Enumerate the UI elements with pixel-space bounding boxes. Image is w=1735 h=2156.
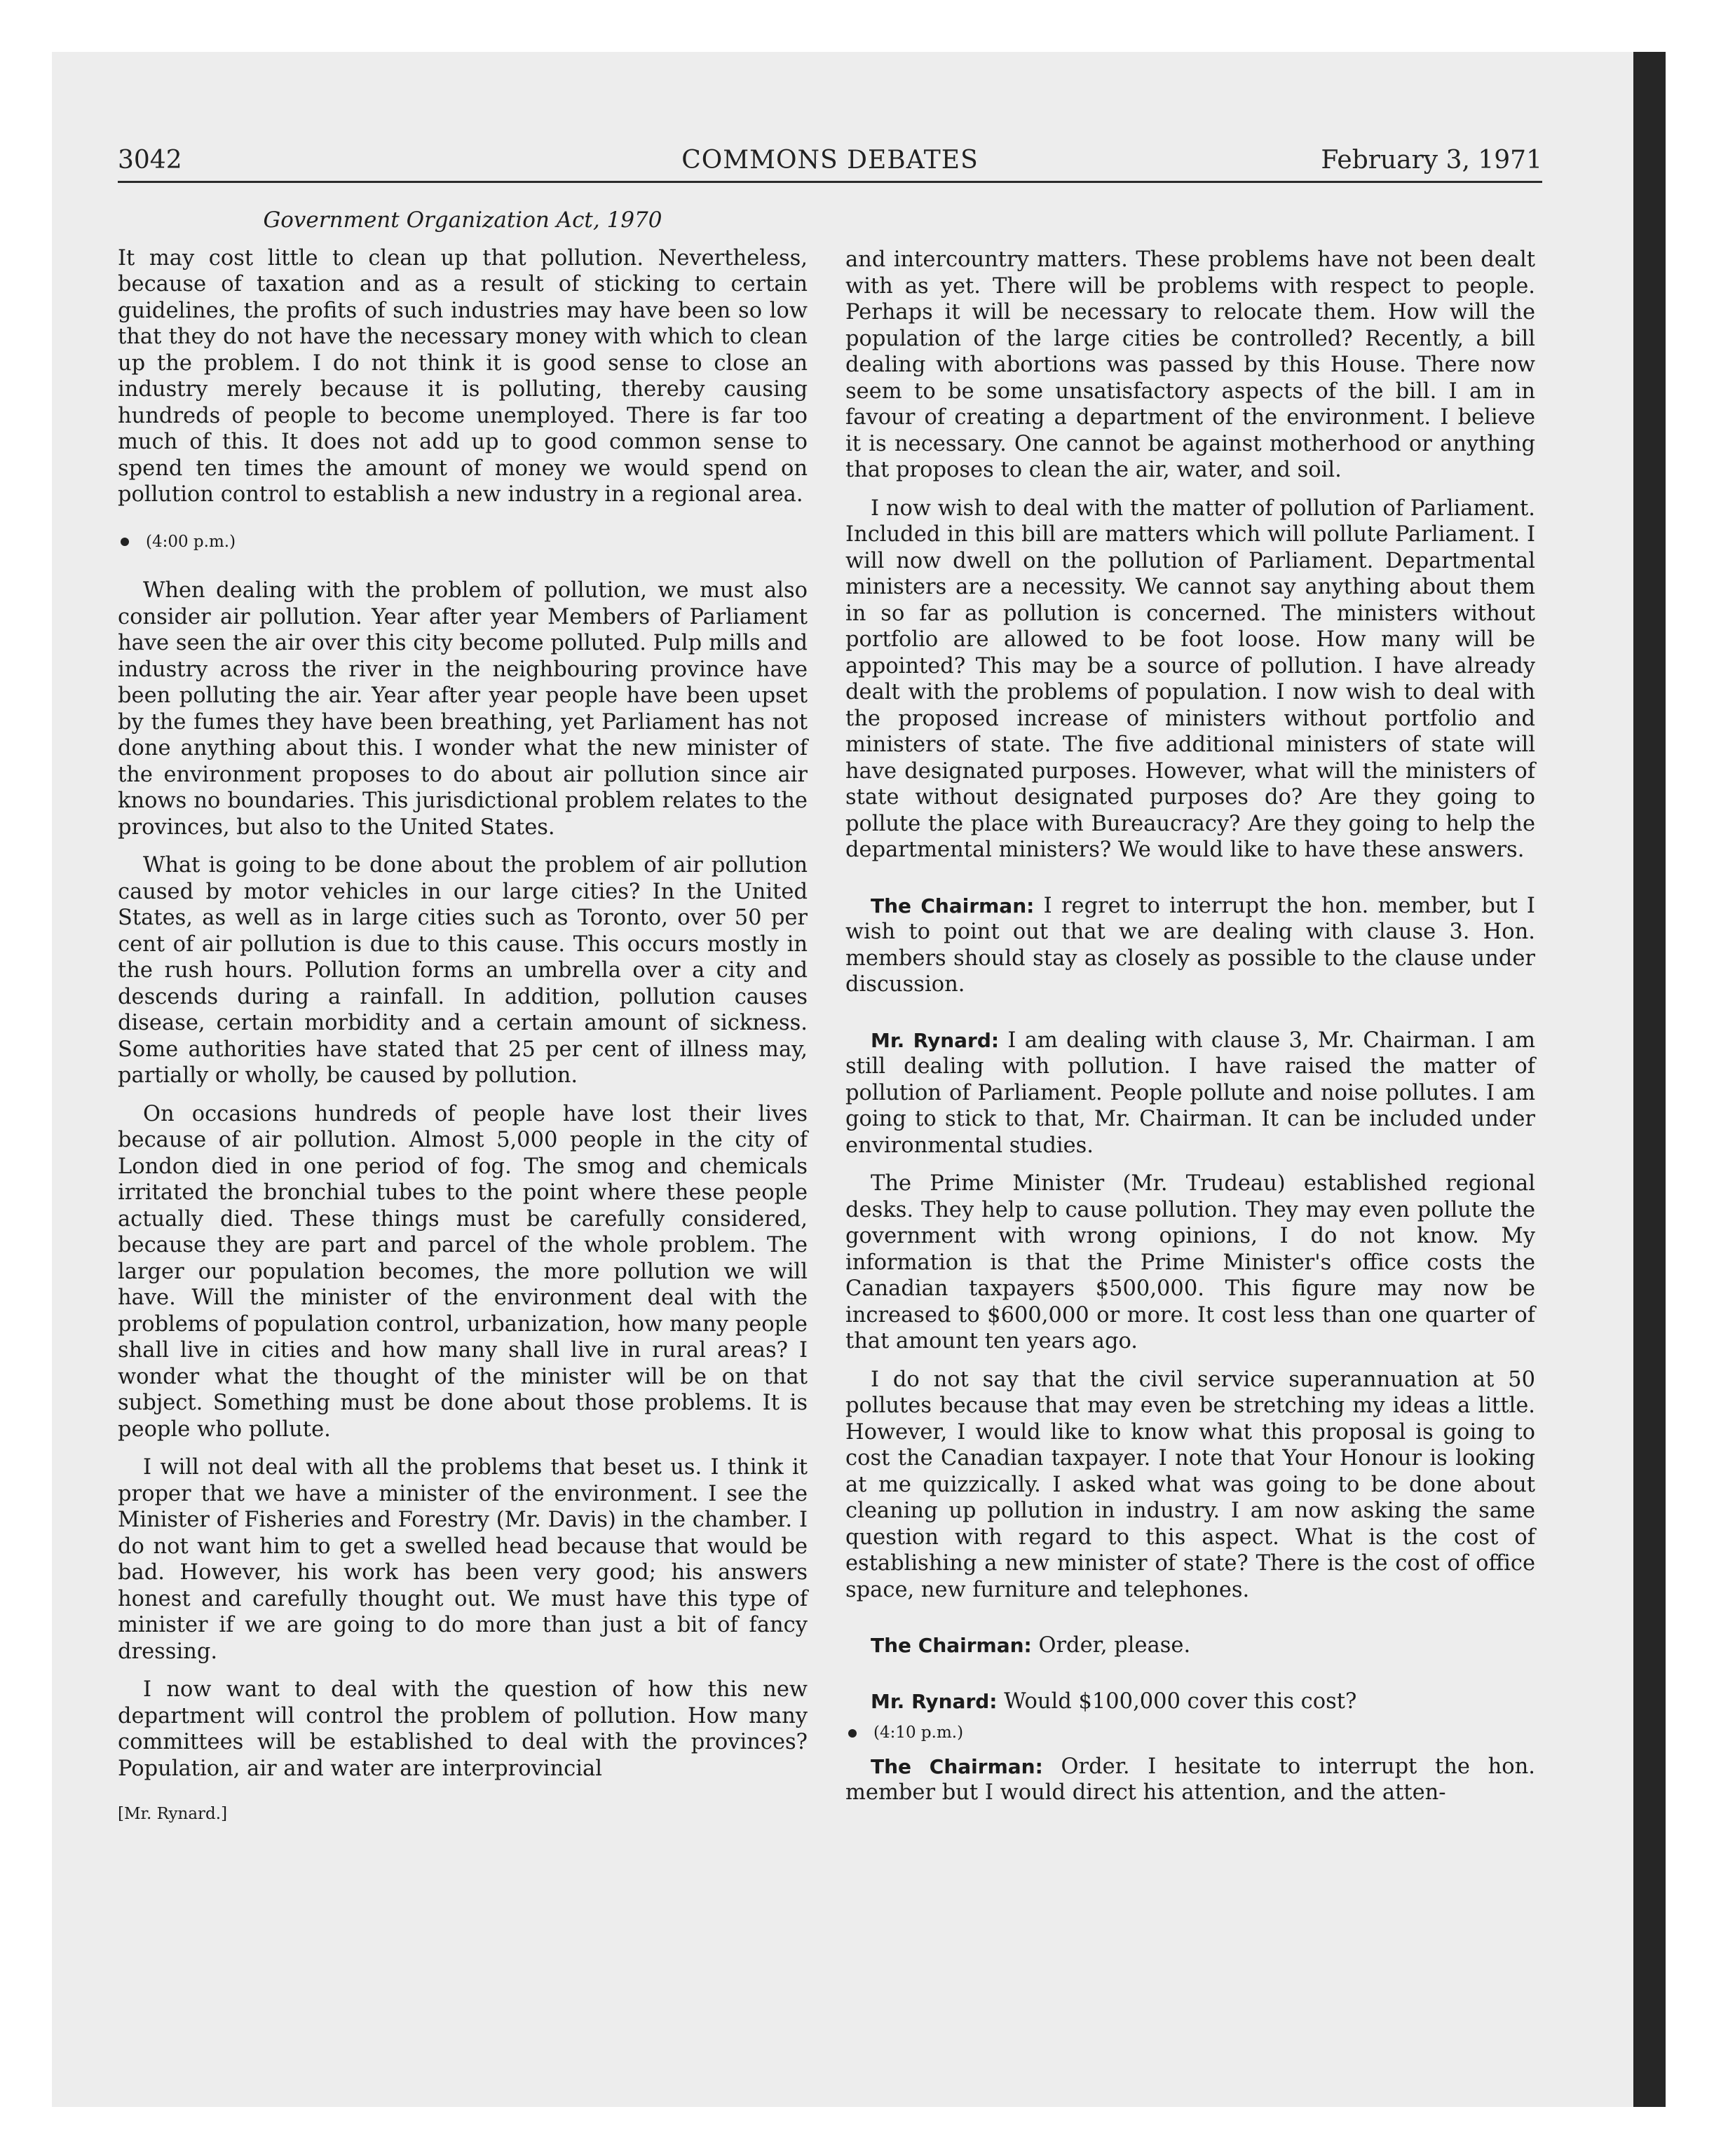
paragraph: What is going to be done about the problem of air pollution caused by motor vehicles in our large cities? In the United States, as well as in large cities such as Toronto, over 50 per cent of air pollution is due to this cause. This occurs mostly in the rush hours. Pollution forms an umbrella over a city and descends during a rainfall. In addition, pollution causes disease, certain morbidity and a certain amount of sickness. Some authorities have stated that 25 per cent of illness may, partially or wholly, be caused by pollution. xyxy=(118,853,808,1088)
scan-edge-bar xyxy=(1633,52,1666,2107)
speech-text: Would $100,000 cover this cost? xyxy=(997,1688,1357,1714)
speaker-name: The Chairman: xyxy=(871,894,1035,917)
time-stamp: (4:10 p.m.) xyxy=(873,1724,964,1742)
speaker-name: The Chairman: xyxy=(871,1634,1032,1657)
left-column xyxy=(118,207,808,1828)
speaker-name: The Chairman: xyxy=(871,1754,1043,1778)
paragraph: I now want to deal with the question of how this new department will control the problem of pollution. How many committees will be established to deal with the provinces? Population, air and water are interprovincial xyxy=(118,1677,808,1781)
paragraph: and intercountry matters. These problems have not been dealt with as yet. There will be problems with respect to people. Perhaps it will be necessary to relocate them. How will the population of the large cities be controlled? Recently, a bill dealing with abortions was passed by this House. There now seem to be some unsatisfactory aspects of the bill. I am in favour of creating a department of the environment. I believe it is necessary. One cannot be against motherhood or anything that proposes to clean the air, water, and soil. xyxy=(845,247,1535,482)
speech-rynard xyxy=(845,1028,1535,1159)
publication-title: COMMONS DEBATES xyxy=(681,146,979,175)
speech-rynard xyxy=(845,1688,1535,1715)
speaker-name: Mr. Rynard: xyxy=(871,1028,1000,1052)
bullet-icon xyxy=(121,538,129,546)
paragraph: I do not say that the civil service superannuation at 50 pollutes because that may even be stretching my ideas a little. However, I would like to know what this proposal is going to cost the Canadian taxpayer. I note that Your Honour is looking at me quizzically. I asked what was going to be done about cleaning up pollution in industry. I am now asking the same question with regard to this aspect. What is the cost of establishing a new minister of state? There is the cost of office space, new furniture and telephones. xyxy=(845,1367,1535,1602)
section-heading: Government Organization Act, 1970 xyxy=(263,207,662,233)
speaker-name: Mr. Rynard: xyxy=(871,1689,998,1713)
speech-chairman xyxy=(845,1754,1535,1806)
speech-text: I regret to interrupt the hon. member, but I wish to point out that we are dealing with clause 3. Hon. members should stay as closely as possible to the clause under discussion. xyxy=(845,893,1535,997)
paragraph: I now wish to deal with the matter of pollution of Parliament. Included in this bill are matters which will pollute Parliament. I will now dwell on the pollution of Parliament. Departmental ministers are a necessity. We cannot say anything about them in so far as pollution is concerned. The ministers without portfolio are allowed to be foot loose. How many will be appointed? This may be a source of pollution. I have already dealt with the problems of population. I now wish to deal with the proposed increase of ministers without portfolio and ministers of state. The five additional ministers of state will have designated purposes. However, what will the ministers of state without designated purposes do? Are they going to pollute the place with Bureaucracy? Are they going to help the departmental ministers? We would like to have these answers. xyxy=(845,496,1535,862)
speech-chairman xyxy=(845,1632,1535,1659)
page-number: 3042 xyxy=(118,146,182,175)
paragraph: The Prime Minister (Mr. Trudeau) established regional desks. They help to cause pollution. They may even pollute the government with wrong opinions, I do not know. My information is that the Prime Minister's office costs the Canadian taxpayers $500,000. This figure may now be increased to $600,000 or more. It cost less than one quarter of that amount ten years ago. xyxy=(845,1171,1535,1353)
speaker-footer: [Mr. Rynard.] xyxy=(118,1805,228,1823)
running-header xyxy=(118,146,1542,183)
bullet-icon xyxy=(848,1729,857,1738)
speech-chairman xyxy=(845,893,1535,998)
paragraph: When dealing with the problem of pollution, we must also consider air pollution. Year after year Members of Parliament have seen the air over this city become polluted. Pulp mills and industry across the river in the neighbouring province have been polluting the air. Year after year people have been upset by the fumes they have been breathing, yet Parliament has not done anything about this. I wonder what the new minister of the environment proposes to do about air pollution since air knows no boundaries. This jurisdictional problem relates to the provinces, but also to the United States. xyxy=(118,578,808,840)
time-marker xyxy=(118,529,808,556)
time-stamp: (4:00 p.m.) xyxy=(146,532,236,551)
issue-date: February 3, 1971 xyxy=(1321,146,1542,175)
time-marker xyxy=(845,1720,1535,1747)
speech-text: I am dealing with clause 3, Mr. Chairman. I am still dealing with pollution. I have raised the matter of pollution of Parliament. People pollute and noise pollutes. I am going to stick to that, Mr. Chairman. It can be included under environmental studies. xyxy=(845,1028,1536,1158)
speech-text: Order, please. xyxy=(1031,1633,1191,1658)
paragraph: On occasions hundreds of people have lost their lives because of air pollution. Almost 5,000 people in the city of London died in one period of fog. The smog and chemicals irritated the bronchial tubes to the point where these people actually died. These things must be carefully considered, because they are part and parcel of the whole problem. The larger our population becomes, the more pollution we will have. Will the minister of the environment deal with the problems of population control, urbanization, how many people shall live in cities and how many shall live in rural areas? I wonder what the thought of the minister will be on that subject. Something must be done about those problems. It is people who pollute. xyxy=(118,1101,808,1442)
right-column xyxy=(845,247,1535,1818)
paragraph: I will not deal with all the problems that beset us. I think it proper that we have a minister of the environment. I see the Minister of Fisheries and Forestry (Mr. Davis) in the chamber. I do not want him to get a swelled head because that would be bad. However, his work has been very good; his answers honest and carefully thought out. We must have this type of minister if we are going to do more than just a bit of fancy dressing. xyxy=(118,1455,808,1664)
speech-text: Order. I hesitate to interrupt the hon. member but I would direct his attention, and the atten- xyxy=(845,1754,1535,1805)
paragraph: It may cost little to clean up that pollution. Nevertheless, because of taxation and as a result of sticking to certain guidelines, the profits of such industries may have been so low that they do not have the necessary money with which to clean up the problem. I do not think it is good sense to close an industry merely because it is polluting, thereby causing hundreds of people to become unemployed. There is far too much of this. It does not add up to good common sense to spend ten times the amount of money we would spend on pollution control to establish a new industry in a regional area. xyxy=(118,245,808,507)
